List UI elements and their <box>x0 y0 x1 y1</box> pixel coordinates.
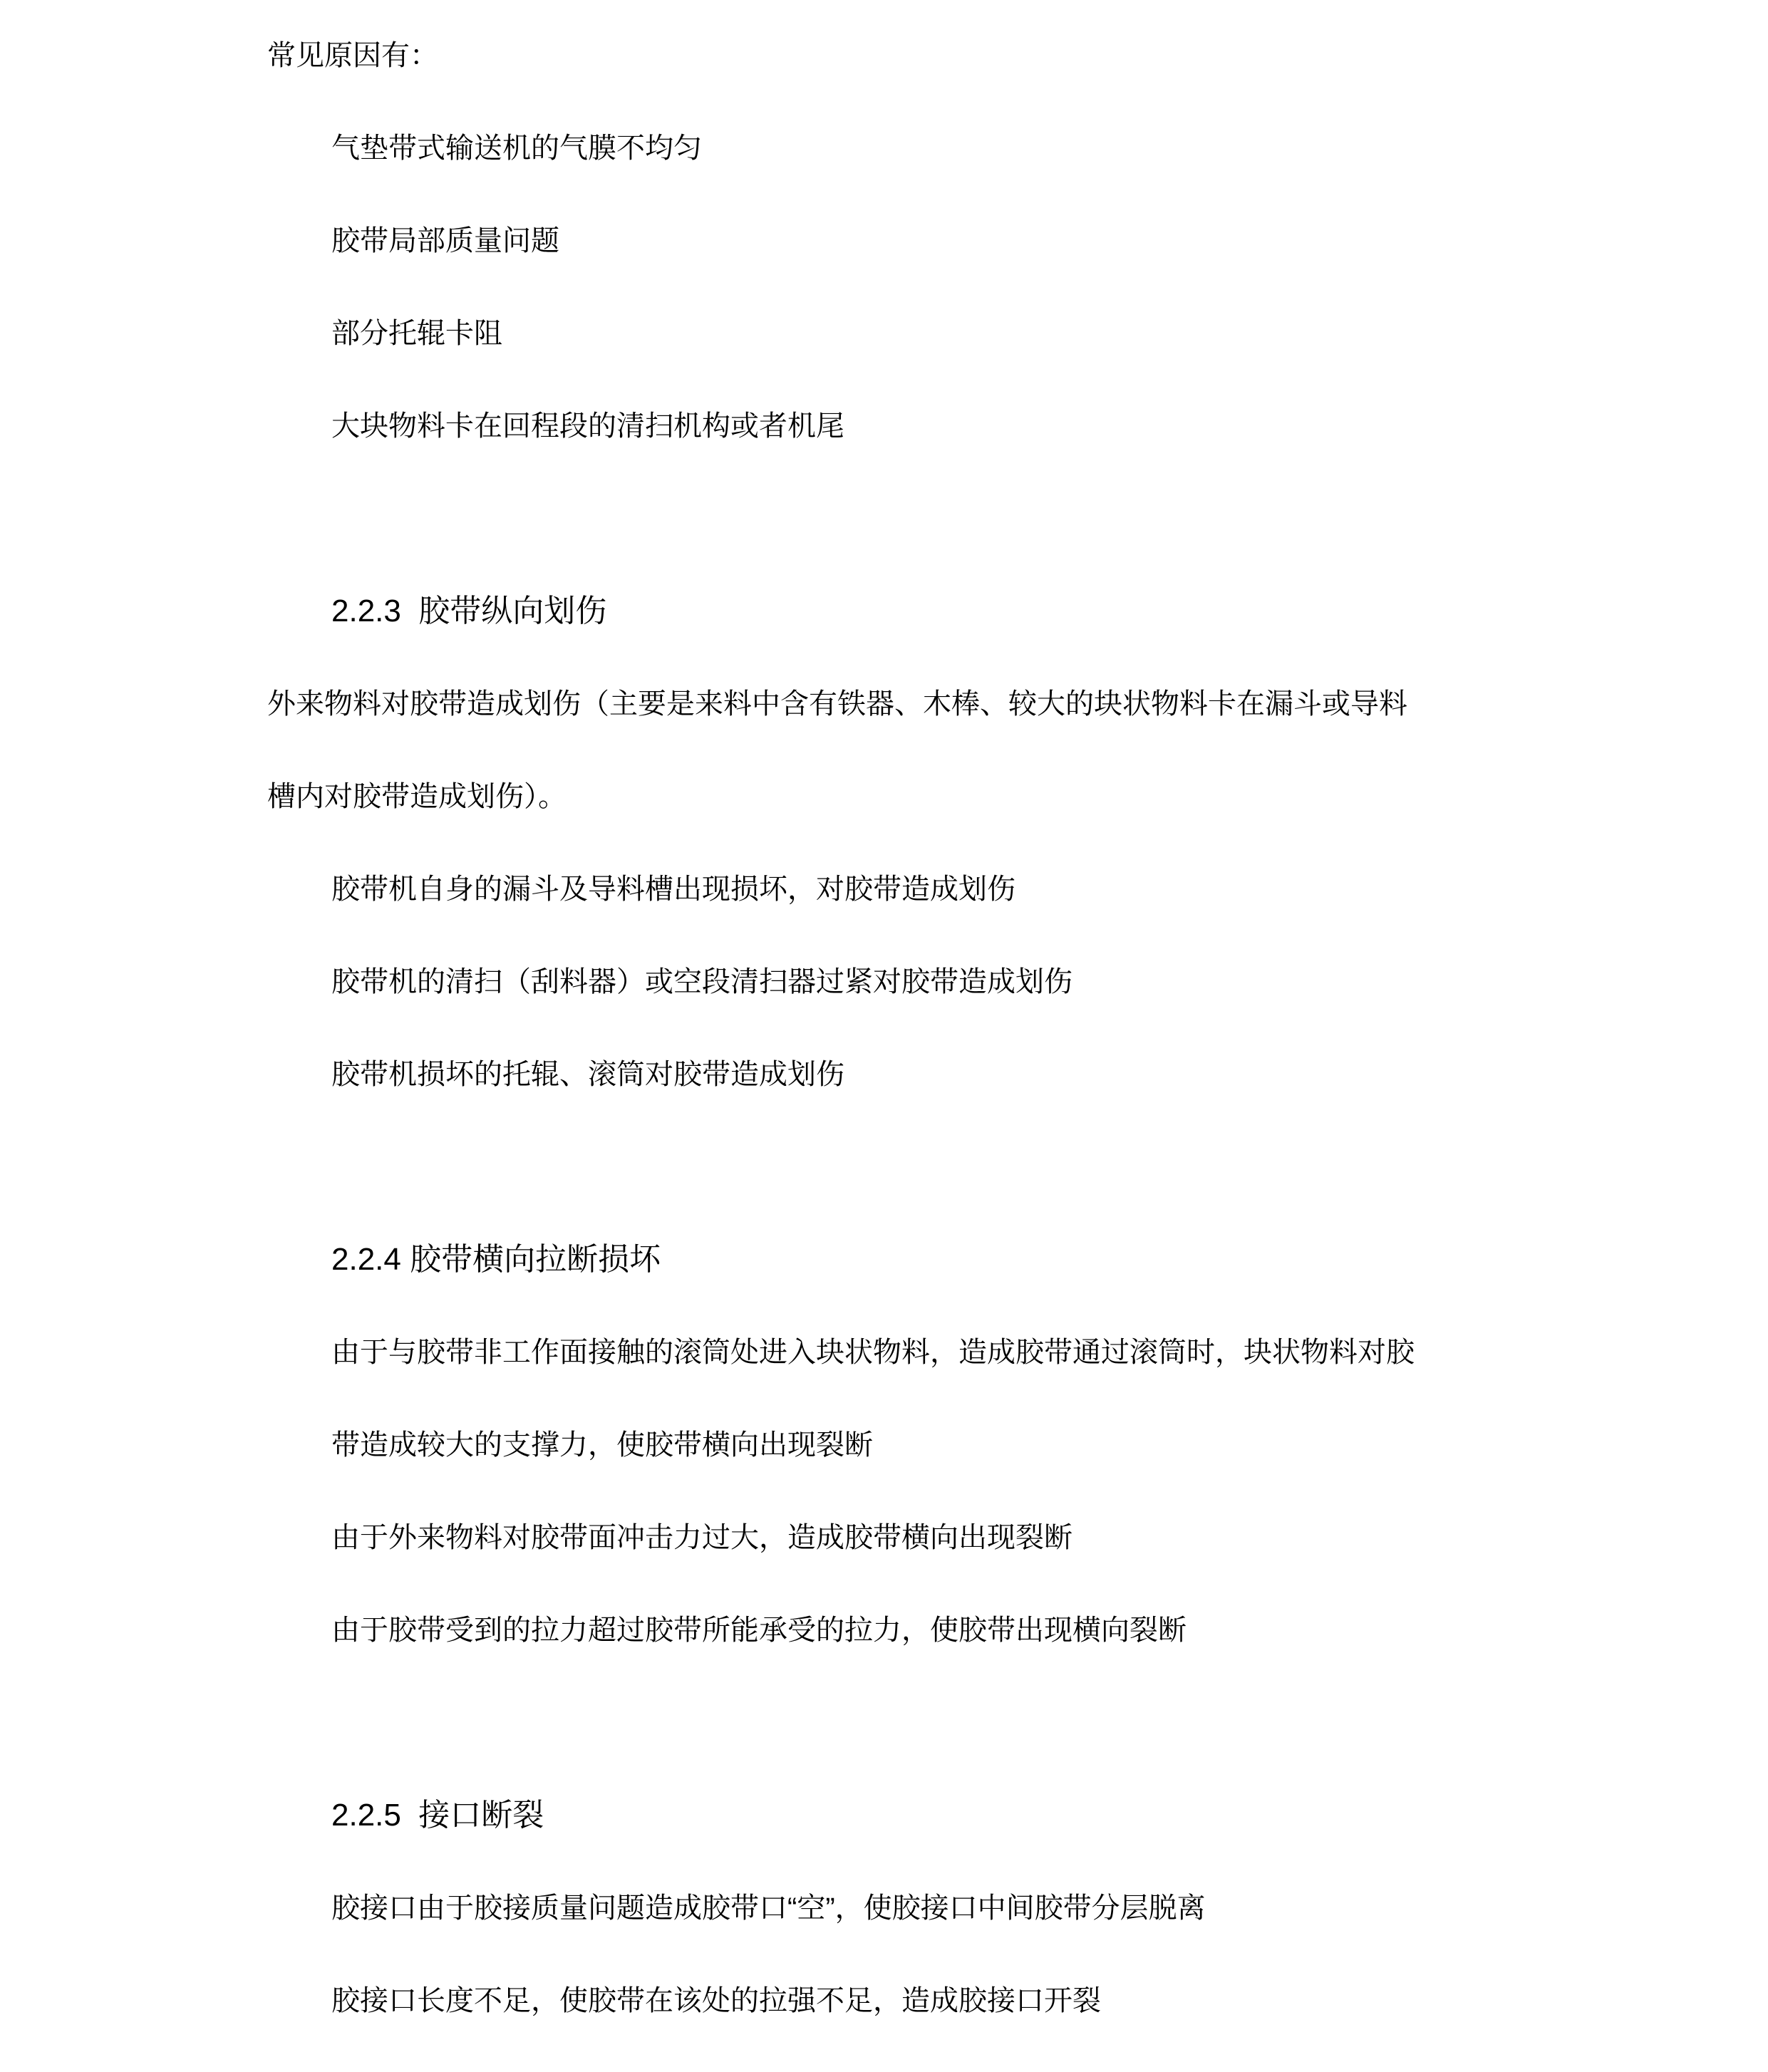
section-2-2-3-heading: 2.2.3 胶带纵向划伤 <box>331 594 607 628</box>
intro-cause-1: 气垫带式输送机的气膜不均匀 <box>331 133 702 164</box>
blank-line <box>0 472 1768 565</box>
section-2-2-5-cause-1: 胶接口由于胶接质量问题造成胶带口“空”，使胶接口中间胶带分层脱离 <box>331 1892 1206 1924</box>
section-2-2-4-cause-line-4: 由于胶带受到的拉力超过胶带所能承受的拉力，使胶带出现横向裂断 <box>331 1615 1187 1646</box>
section-2-2-3-cause-3: 胶带机损坏的托辊、滚筒对胶带造成划伤 <box>331 1059 844 1090</box>
section-2-2-3-paragraph-line-2: 槽内对胶带造成划伤）。 <box>267 781 567 812</box>
blank-line <box>0 1677 1768 1769</box>
intro-cause-3: 部分托辊卡阻 <box>331 318 502 349</box>
intro-cause-4: 大块物料卡在回程段的清扫机构或者机尾 <box>331 410 844 442</box>
section-2-2-3-cause-1: 胶带机自身的漏斗及导料槽出现损坏，对胶带造成划伤 <box>331 874 1015 905</box>
section-2-2-5-heading: 2.2.5 接口断裂 <box>331 1798 544 1833</box>
blank-line <box>0 1121 1768 1213</box>
section-2-2-4-cause-line-3: 由于外来物料对胶带面冲击力过大，造成胶带横向出现裂断 <box>331 1522 1072 1553</box>
intro-lead: 常见原因有： <box>267 40 438 71</box>
intro-cause-2: 胶带局部质量问题 <box>331 225 559 257</box>
section-2-2-3-paragraph-line-1: 外来物料对胶带造成划伤（主要是来料中含有铁器、木棒、较大的块状物料卡在漏斗或导料 <box>267 688 1407 720</box>
section-2-2-3-cause-2: 胶带机的清扫（刮料器）或空段清扫器过紧对胶带造成划伤 <box>331 966 1072 998</box>
section-2-2-4-cause-line-2: 带造成较大的支撑力，使胶带横向出现裂断 <box>331 1429 873 1461</box>
section-2-2-5-cause-2: 胶接口长度不足，使胶带在该处的拉强不足，造成胶接口开裂 <box>331 1985 1101 2016</box>
section-2-2-4-cause-line-1: 由于与胶带非工作面接触的滚筒处进入块状物料，造成胶带通过滚筒时，块状物料对胶 <box>331 1337 1415 1368</box>
section-2-2-4-heading: 2.2.4 胶带横向拉断损坏 <box>331 1242 661 1277</box>
